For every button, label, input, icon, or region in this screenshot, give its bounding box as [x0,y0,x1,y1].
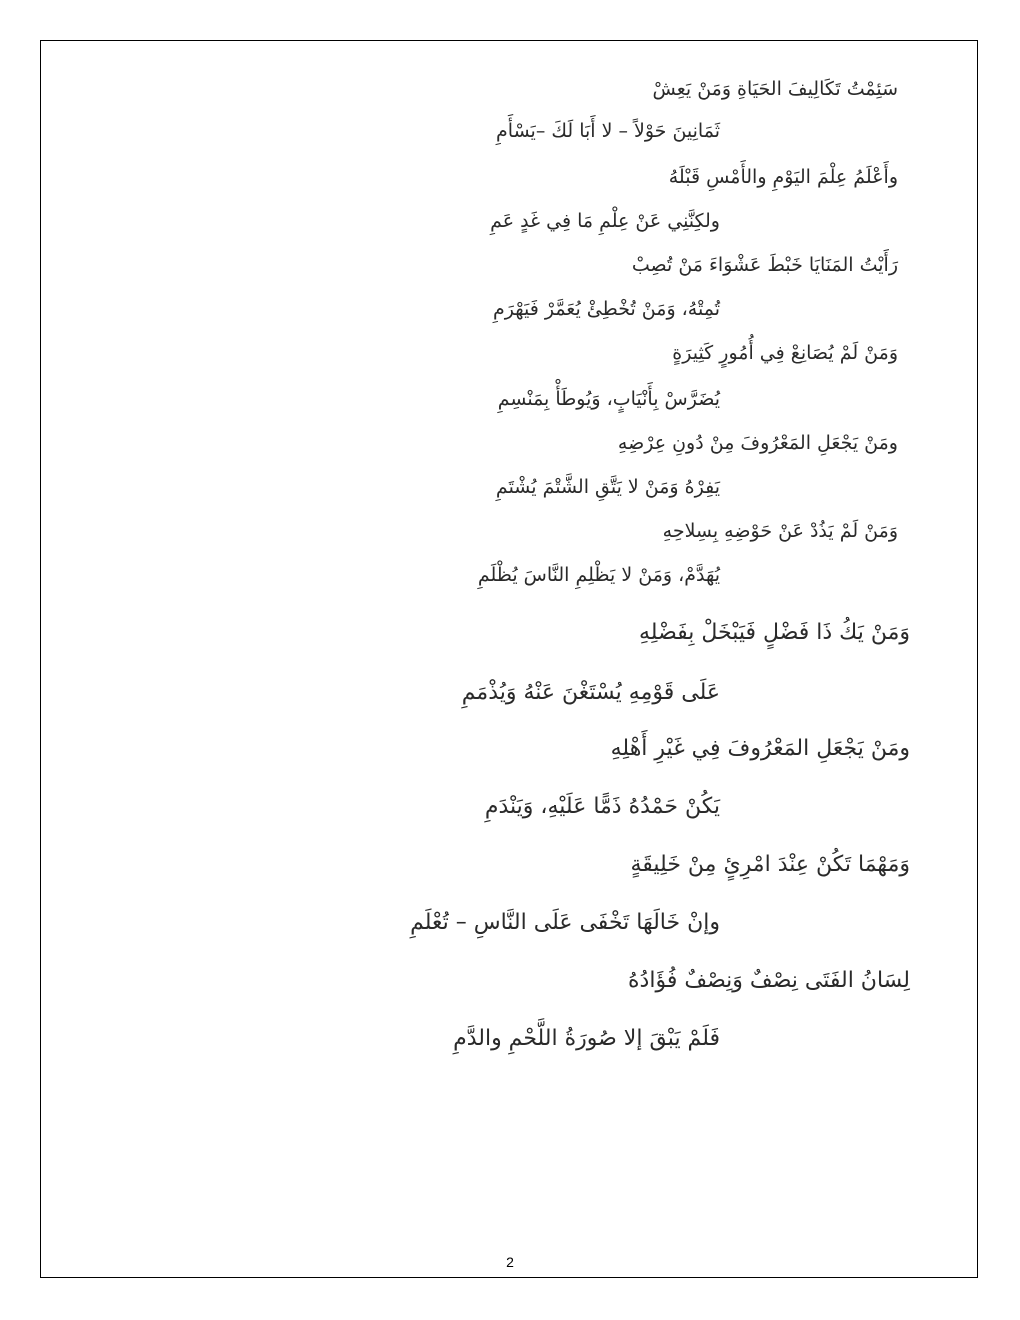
first-hemistich: وَمَهْمَا تَكُنْ عِنْدَ امْرِئٍ مِنْ خَلِيقَةٍ [630,852,910,877]
first-hemistich: ومَنْ يَجْعَلِ المَعْرُوفَ مِنْ دُونِ عِرْضِهِ [617,432,898,454]
second-hemistich: تُمِتْهُ، وَمَنْ تُخْطِئْ يُعَمَّرْ فَيَهْرَمِ [492,298,720,320]
first-hemistich: ومَنْ يَجْعَلِ المَعْرُوفَ فِي غَيْرِ أَهْلِهِ [610,736,910,761]
first-hemistich: وأَعْلَمُ عِلْمَ اليَوْمِ والأَمْسِ قَبْلَهُ [668,166,898,188]
second-hemistich: يُهَدَّمْ، وَمَنْ لا يَظْلِمِ النَّاسَ يُظْلَمِ [477,564,720,586]
first-hemistich: لِسَانُ الفَتَى نِصْفٌ وَنِصْفٌ فُؤَادُهُ [628,968,910,993]
second-hemistich: عَلَى قَوْمِهِ يُسْتَغْنَ عَنْهُ وَيُذْمَمِ [461,680,720,705]
second-hemistich: وإنْ خَالَهَا تَخْفَى عَلَى النَّاسِ – تُعْلَمِ [410,910,720,935]
first-hemistich: وَمَنْ يَكُ ذَا فَضْلٍ فَيَبْخَلْ بِفَضْلِهِ [638,620,910,645]
first-hemistich: رَأَيْتُ المَنَايَا خَبْطَ عَشْوَاءَ مَنْ تُصِبْ [631,254,898,276]
first-hemistich: وَمَنْ لَمْ يَذُدْ عَنْ حَوْضِهِ بِسِلاحِهِ [662,520,898,542]
second-hemistich: ولكِنَّنِي عَنْ عِلْمِ مَا فِي غَدٍ عَمِ [490,210,720,232]
second-hemistich: فَلَمْ يَبْقَ إلا صُورَةُ اللَّحْمِ والدَّمِ [453,1026,720,1051]
first-hemistich: سَئِمْتُ تَكَالِيفَ الحَيَاةِ وَمَنْ يَعِشْ [652,78,898,100]
second-hemistich: ثَمَانِينَ حَوْلاً – لا أَبَا لَكَ –يَسْأَمِ [496,120,720,142]
second-hemistich: يَكُنْ حَمْدُهُ ذَمًّا عَلَيْهِ، وَيَنْدَمِ [484,794,720,819]
second-hemistich: يُضَرَّسْ بِأَنْيَابٍ، وَيُوطَأْ بِمَنْسِمِ [497,388,720,410]
page-number: 2 [506,1254,514,1270]
first-hemistich: وَمَنْ لَمْ يُصَانِعْ فِي أُمُورٍ كَثِيرَةٍ [672,342,898,364]
second-hemistich: يَفِرْهُ وَمَنْ لا يَتَّقِ الشَّتْمَ يُشْتَمِ [495,476,720,498]
